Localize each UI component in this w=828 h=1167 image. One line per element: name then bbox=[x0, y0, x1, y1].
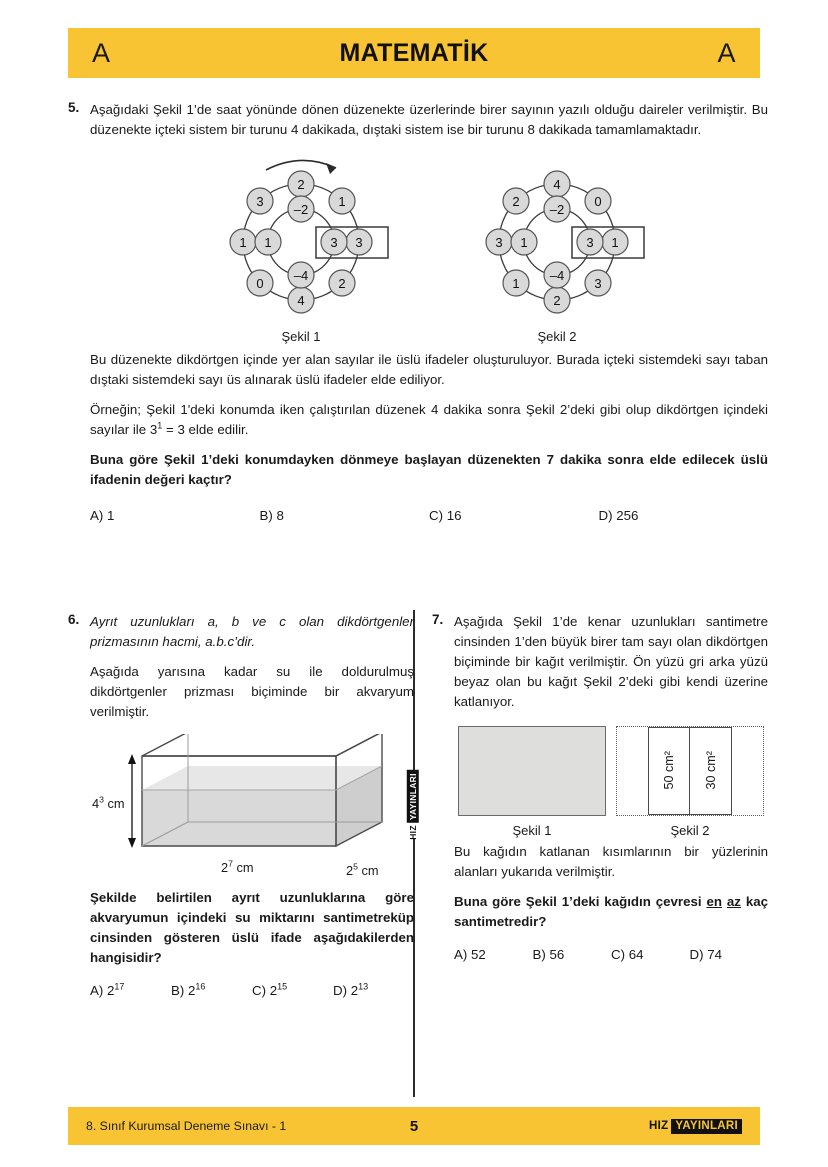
figure-2-inner-value-0: –2 bbox=[549, 201, 565, 217]
question-6-option-b[interactable]: B) $2^{16}$ bbox=[171, 982, 206, 999]
question-6-prompt: Şekilde belirtilen ayrıt uzunluklarına göre akvaryumun içindeki su miktarını santimetreküp cinsinden gösteren üslü ifade aşağıdakilerden hangisidir? bbox=[90, 889, 414, 965]
question-7-option-a[interactable]: A) 52 bbox=[454, 947, 486, 963]
figure-1-inner-value-0: –2 bbox=[293, 201, 309, 217]
paper-folded-outline bbox=[616, 726, 764, 816]
question-5-number: 5. bbox=[68, 100, 80, 115]
question-7-option-d[interactable]: D) 74 bbox=[689, 947, 723, 963]
aquarium-width-label: $2^7$ cm bbox=[221, 858, 254, 875]
figure-1-outer-value-1: 1 bbox=[338, 193, 346, 209]
question-7-paragraph-1: Aşağıda Şekil 1’de kenar uzunlukları santimetre cinsinden 1’den büyük birer tam sayı olan dikdörtgen biçiminde bir kağıt verilmiştir. Ön yüzü gri arka yüzü beyaz olan bu kağıt Şekil 2’deki gibi kendi üzerine katlanıyor. bbox=[454, 614, 768, 709]
figure-1-inner-value-2: –4 bbox=[293, 267, 309, 283]
figure-1-inner-value-3: 1 bbox=[264, 234, 272, 250]
question-5-option-c[interactable]: C) 16 bbox=[429, 507, 462, 523]
question-7-prompt-part-a: Buna göre Şekil 1’deki kağıdın çevresi bbox=[454, 893, 707, 909]
figure-2-caption: Şekil 2 bbox=[537, 328, 577, 344]
footer-logo-text-2: YAYINLARI bbox=[671, 1119, 742, 1134]
figure-1-outer-value-5: 0 bbox=[256, 275, 264, 291]
page-footer-bar bbox=[68, 1107, 760, 1145]
question-7-prompt-underline-2: az bbox=[726, 893, 741, 909]
figure-2-inner-value-3: 1 bbox=[520, 234, 528, 250]
figure-2-inner-value-1: 3 bbox=[586, 234, 594, 250]
question-5-p3-exponent: 1 bbox=[157, 420, 163, 431]
figure-1-outer-value-0: 2 bbox=[297, 176, 305, 192]
figure-1-outer-value-6: 1 bbox=[239, 234, 247, 250]
footer-logo-text-1: HIZ bbox=[648, 1120, 669, 1132]
figure-2-outer-value-3: 3 bbox=[594, 275, 602, 291]
question-6-option-c[interactable]: C) $2^{15}$ bbox=[252, 982, 288, 999]
page-header-bar bbox=[68, 28, 760, 78]
figure-2-outer-nodes bbox=[486, 171, 628, 313]
footer-page-number: 5 bbox=[409, 1117, 419, 1135]
question-6-aquarium-figure bbox=[84, 734, 414, 884]
question-5-paragraph-1: Aşağıdaki Şekil 1’de saat yönünde dönen düzenekte üzerlerinde birer sayının yazılı olduğu daireler verilmiştir. Bu düzenekte içteki sistem bir turunu 4 dakikada, dıştaki sistem ise bir turunu 8 dakikada tamamlamaktadır. bbox=[90, 102, 768, 137]
header-booklet-letter-left: A bbox=[92, 37, 111, 68]
figure-2-outer-value-5: 1 bbox=[512, 275, 520, 291]
figure-2-outer-value-2: 1 bbox=[611, 234, 619, 250]
figure-2-inner-value-2: –4 bbox=[549, 267, 565, 283]
clockwise-arrow-head-icon bbox=[326, 163, 336, 174]
question-5-prompt: Buna göre Şekil 1’deki konumdayken dönmeye başlayan düzenekten 7 dakika sonra elde edilecek üslü ifadenin değeri kaçtır? bbox=[90, 451, 768, 487]
fold-panel-right bbox=[690, 727, 732, 815]
question-6-options bbox=[90, 983, 414, 998]
question-7-figure-2-caption: Şekil 2 bbox=[670, 822, 710, 838]
question-7-option-c[interactable]: C) 64 bbox=[611, 947, 644, 963]
figure-2-gear-diagram bbox=[464, 154, 650, 322]
question-7-figure-1-caption: Şekil 1 bbox=[512, 822, 552, 838]
question-6-option-d[interactable]: D) $2^{13}$ bbox=[333, 982, 369, 999]
figure-1-caption: Şekil 1 bbox=[281, 328, 321, 344]
question-5-p3-part-b: = 3 elde edilir. bbox=[162, 421, 249, 437]
question-7-prompt-underline-1: en bbox=[706, 893, 722, 909]
question-5-figures bbox=[90, 154, 768, 344]
fold-panel-right-area: 30 cm² bbox=[703, 751, 718, 790]
figure-1-gear-diagram bbox=[208, 154, 394, 322]
question-6-paragraph-1: Ayrıt uzunlukları a, b ve c olan dikdörtgenler prizmasının hacmi, a.b.c’dir. bbox=[90, 614, 414, 649]
footer-exam-name: 8. Sınıf Kurumsal Deneme Sınavı - 1 bbox=[86, 1119, 287, 1133]
fold-panel-left-area: 50 cm² bbox=[662, 751, 676, 790]
aquarium-depth-label: $2^5$ cm bbox=[346, 861, 379, 878]
question-5-p3-part-a: Örneğin; Şekil 1'deki konumda iken çalıştırılan düzenek 4 dakika sonra Şekil 2’deki gibi olup dikdörtgen içindeki sayılar ile 3 bbox=[90, 401, 768, 437]
side-logo-text-1: HIZ bbox=[408, 825, 419, 840]
question-6-option-a[interactable]: A) $2^{17}$ bbox=[90, 982, 125, 999]
question-7-paragraph-2: Bu kağıdın katlanan kısımlarının bir yüzlerinin alanları yukarıda verilmiştir. bbox=[454, 843, 768, 879]
question-7-figure-2 bbox=[616, 726, 764, 838]
question-6-number: 6. bbox=[68, 612, 80, 627]
figure-2-outer-value-1: 0 bbox=[594, 193, 602, 209]
question-6-paragraph-2: Aşağıda yarısına kadar su ile doldurulmuş dikdörtgenler prizması biçiminde bir akvaryum verilmiştir. bbox=[90, 663, 414, 719]
figure-2-outer-value-6: 3 bbox=[495, 234, 503, 250]
figure-1-outer-value-4: 4 bbox=[297, 292, 305, 308]
figure-1-inner-value-1: 3 bbox=[330, 234, 338, 250]
question-7-number: 7. bbox=[432, 612, 444, 627]
aquarium-height-label: $4^3$ cm bbox=[92, 794, 125, 811]
header-booklet-letter-right: A bbox=[717, 37, 736, 68]
question-5-option-d[interactable]: D) 256 bbox=[598, 507, 639, 523]
figure-1-outer-value-3: 2 bbox=[338, 275, 346, 291]
page-title: MATEMATİK bbox=[339, 38, 489, 67]
figure-2-outer-value-4: 2 bbox=[553, 292, 561, 308]
question-7 bbox=[432, 612, 768, 962]
question-5-paragraph-2: Bu düzenekte dikdörtgen içinde yer alan sayılar ile üslü ifadeler oluşturuluyor. Burada içteki sistemdeki sayı taban dıştaki sistemdeki sayı üs alınarak üslü ifadeler elde ediliyor. bbox=[90, 351, 768, 387]
question-7-prompt-part-c: kaç santimetredir? bbox=[454, 893, 769, 929]
question-7-figure-1 bbox=[458, 726, 606, 838]
question-7-figures bbox=[454, 726, 768, 838]
question-7-option-b[interactable]: B) 56 bbox=[532, 947, 565, 963]
footer-publisher-logo bbox=[649, 1119, 742, 1134]
figure-2-outer-value-0: 4 bbox=[553, 176, 561, 192]
question-5-paragraph-3 bbox=[90, 400, 768, 440]
figure-1-outer-value-7: 3 bbox=[256, 193, 264, 209]
question-7-prompt bbox=[454, 892, 768, 932]
paper-rectangle-gray bbox=[458, 726, 606, 816]
question-5-option-a[interactable]: A) 1 bbox=[90, 507, 115, 523]
question-5 bbox=[68, 100, 768, 523]
figure-1-outer-value-2: 3 bbox=[355, 234, 363, 250]
question-7-options bbox=[454, 947, 768, 962]
clockwise-arrow-icon bbox=[266, 160, 336, 170]
question-5-figure-2 bbox=[464, 154, 650, 344]
question-5-option-b[interactable]: B) 8 bbox=[259, 507, 284, 523]
figure-2-outer-value-7: 2 bbox=[512, 193, 520, 209]
side-logo-text-2: YAYINLARI bbox=[407, 770, 419, 823]
question-5-figure-1 bbox=[208, 154, 394, 344]
figure-1-outer-nodes bbox=[230, 171, 372, 313]
question-5-options bbox=[90, 508, 768, 523]
fold-panel-left bbox=[648, 727, 690, 815]
